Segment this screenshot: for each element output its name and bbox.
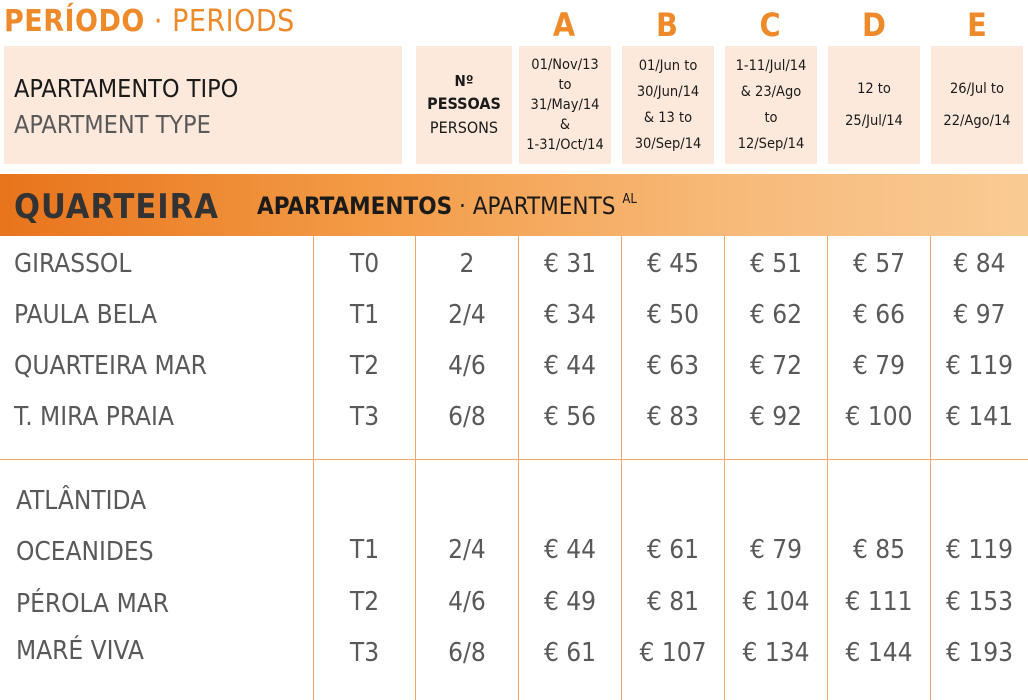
- apartment-name: QUARTEIRA MAR: [14, 351, 207, 381]
- price-a: € 61: [543, 638, 597, 668]
- price-a: € 56: [543, 402, 597, 432]
- price-a: € 44: [543, 351, 597, 381]
- period-letter-c: C: [759, 6, 781, 44]
- period-b-dates: 01/Jun to 30/Jun/14 & 13 to 30/Sep/14: [634, 58, 702, 152]
- price-a: € 49: [543, 587, 597, 617]
- price-c: € 79: [749, 535, 803, 565]
- periods-title-separator: ·: [153, 4, 163, 39]
- price-a: € 34: [543, 300, 597, 330]
- apartment-type-pt: APARTAMENTO TIPO: [14, 74, 239, 103]
- apartment-type: T1: [349, 535, 380, 565]
- apartment-type: T3: [349, 402, 380, 432]
- city-name: QUARTEIRA: [14, 187, 219, 227]
- period-c-dates: 1-11/Jul/14 & 23/Ago to 12/Sep/14: [735, 58, 807, 152]
- price-a: € 31: [543, 249, 597, 279]
- period-e-dates-box: [931, 46, 1023, 164]
- group-title: ATLÂNTIDA: [16, 486, 147, 516]
- period-d-dates: 12 to 25/Jul/14: [845, 81, 903, 129]
- price-b: € 81: [646, 587, 700, 617]
- persons-count: 2/4: [448, 300, 486, 330]
- price-b: € 45: [646, 249, 700, 279]
- price-b: € 107: [639, 638, 707, 668]
- section-band: [0, 174, 1028, 236]
- apartment-type: T2: [349, 587, 380, 617]
- price-d: € 85: [852, 535, 906, 565]
- periods-title-pt: PERÍODO: [4, 4, 145, 39]
- price-e: € 84: [953, 249, 1006, 279]
- apartment-name: PAULA BELA: [14, 300, 158, 330]
- price-d: € 144: [845, 638, 913, 668]
- persons-count: 6/8: [448, 402, 486, 432]
- price-e: € 153: [946, 587, 1013, 617]
- apartments-superscript: AL: [622, 192, 637, 207]
- persons-header: [416, 46, 512, 164]
- apartment-type: T1: [349, 300, 380, 330]
- apartment-type-header: [4, 46, 402, 164]
- periods-title-en: PERIODS: [172, 4, 295, 39]
- persons-count: 2: [459, 249, 475, 279]
- apartment-name: OCEANIDES: [16, 537, 154, 567]
- price-d: € 79: [852, 351, 906, 381]
- apartments-en: APARTMENTS: [472, 192, 616, 220]
- price-b: € 61: [646, 535, 700, 565]
- price-b: € 63: [646, 351, 700, 381]
- period-letter-b: B: [656, 6, 678, 44]
- persons-count: 4/6: [448, 587, 486, 617]
- price-e: € 119: [946, 351, 1013, 381]
- apartment-name: GIRASSOL: [14, 249, 132, 279]
- apartment-type: T3: [349, 638, 380, 668]
- period-a-dates: 01/Nov/13 to 31/May/14 & 1-31/Oct/14: [526, 57, 604, 153]
- price-d: € 66: [852, 300, 906, 330]
- price-e: € 97: [953, 300, 1006, 330]
- period-d-dates-box: [828, 46, 920, 164]
- persons-pt: PESSOAS: [427, 94, 501, 113]
- price-c: € 62: [749, 300, 803, 330]
- periods-title: [4, 4, 295, 39]
- price-b: € 50: [646, 300, 700, 330]
- period-e-dates: 26/Jul to 22/Ago/14: [943, 81, 1011, 129]
- period-letter-e: E: [967, 6, 987, 44]
- period-letter-d: D: [862, 6, 886, 44]
- apartment-name: MARÉ VIVA: [16, 636, 144, 666]
- period-b-dates-box: [622, 46, 714, 164]
- persons-count: 2/4: [448, 535, 486, 565]
- period-a-dates-box: [519, 46, 611, 164]
- persons-count: 6/8: [448, 638, 486, 668]
- period-letter-a: A: [552, 6, 576, 44]
- price-d: € 111: [845, 587, 913, 617]
- apartment-name: PÉROLA MAR: [16, 589, 170, 619]
- price-a: € 44: [543, 535, 597, 565]
- price-c: € 134: [742, 638, 810, 668]
- apartment-name: T. MIRA PRAIA: [14, 402, 174, 432]
- apartment-type-en: APARTMENT TYPE: [14, 110, 211, 139]
- price-c: € 72: [749, 351, 803, 381]
- price-c: € 104: [742, 587, 810, 617]
- apartment-type: T2: [349, 351, 380, 381]
- price-c: € 51: [749, 249, 803, 279]
- price-e: € 141: [946, 402, 1013, 432]
- apartment-type: T0: [349, 249, 380, 279]
- price-c: € 92: [749, 402, 803, 432]
- apartments-separator: ·: [458, 192, 466, 220]
- period-c-dates-box: [725, 46, 817, 164]
- persons-en: PERSONS: [429, 118, 499, 137]
- price-d: € 100: [845, 402, 913, 432]
- group-divider: [0, 459, 1028, 460]
- apartments-label: [257, 192, 637, 220]
- persons-count: 4/6: [448, 351, 486, 381]
- price-e: € 119: [946, 535, 1013, 565]
- price-d: € 57: [852, 249, 906, 279]
- apartments-pt: APARTAMENTOS: [257, 192, 453, 220]
- persons-number-symbol: Nº: [454, 72, 474, 90]
- price-b: € 83: [646, 402, 700, 432]
- price-e: € 193: [946, 638, 1013, 668]
